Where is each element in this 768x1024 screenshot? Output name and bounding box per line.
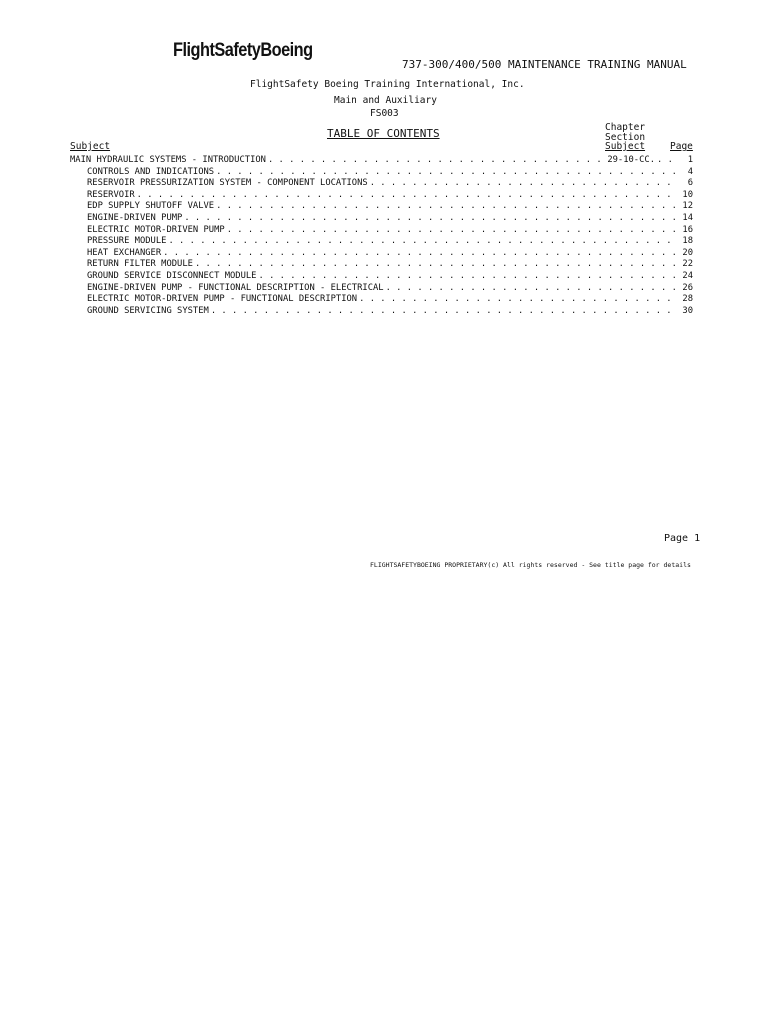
toc-entry-page: 18 [682, 236, 693, 247]
toc-entry-section: 29-10-CC. [607, 155, 655, 165]
toc-leader [258, 271, 677, 283]
toc-leader [137, 190, 677, 202]
toc-entry-subject: ELECTRIC MOTOR-DRIVEN PUMP [87, 224, 225, 235]
document-subtitle: Main and Auxiliary [334, 95, 437, 106]
toc-entry-subject: RETURN FILTER MODULE [87, 259, 193, 270]
page-number: Page 1 [664, 533, 701, 544]
toc-entry-subject: HEAT EXCHANGER [87, 247, 162, 258]
toc-leader [195, 259, 677, 271]
toc-entry-subject: PRESSURE MODULE [87, 236, 167, 247]
toc-entry-page: 16 [682, 224, 693, 235]
proprietary-footer: FLIGHTSAFETYBOEING PROPRIETARY(c) All rights reserved - See title page for details [370, 561, 691, 569]
toc-entry-page: 24 [682, 270, 693, 281]
toc-entry[interactable] [70, 190, 693, 202]
toc-leader [657, 155, 677, 167]
company-logo: FlightSafetyBoeing [173, 40, 313, 61]
toc-entry-subject: ENGINE-DRIVEN PUMP - FUNCTIONAL DESCRIPTION - ELECTRICAL [87, 282, 384, 293]
toc-entry-subject: EDP SUPPLY SHUTOFF VALVE [87, 201, 215, 212]
toc-entry-page: 1 [687, 155, 693, 165]
toc-leader [268, 155, 605, 167]
toc-leader [227, 225, 677, 237]
toc-entry-subject: CONTROLS AND INDICATIONS [87, 166, 215, 177]
toc-entry-page: 14 [682, 212, 693, 223]
toc-entry-subject: ENGINE-DRIVEN PUMP [87, 212, 183, 223]
toc-entry[interactable] [70, 271, 693, 283]
column-header-subject: Subject [70, 141, 111, 152]
toc-entry-subject: MAIN HYDRAULIC SYSTEMS - INTRODUCTION [70, 155, 266, 165]
column-header-chapter-subject: Subject [605, 141, 646, 152]
toc-entry[interactable] [70, 294, 693, 306]
toc-entry-subject: RESERVOIR PRESSURIZATION SYSTEM - COMPONENT LOCATIONS [87, 178, 368, 189]
toc-entry-page: 26 [682, 282, 693, 293]
toc-leader [163, 248, 677, 260]
toc-entry[interactable] [70, 306, 693, 318]
toc-entry[interactable] [70, 167, 693, 179]
toc-leader [211, 306, 677, 318]
manual-title: 737-300/400/500 MAINTENANCE TRAINING MANUAL [402, 58, 687, 71]
toc-entry[interactable] [70, 155, 693, 167]
document-code: FS003 [370, 108, 399, 119]
company-name: FlightSafety Boeing Training International, Inc. [250, 79, 525, 90]
toc-entry-subject: RESERVOIR [87, 189, 135, 200]
toc-entry[interactable] [70, 283, 693, 295]
toc-leader [184, 213, 677, 225]
toc-list [70, 155, 693, 317]
toc-entry-page: 30 [682, 305, 693, 316]
toc-leader [386, 283, 677, 295]
column-header-chapter: Chapter [605, 122, 646, 133]
toc-leader [216, 201, 677, 213]
toc-leader [370, 178, 677, 190]
toc-entry-subject: GROUND SERVICING SYSTEM [87, 305, 209, 316]
toc-entry-subject: GROUND SERVICE DISCONNECT MODULE [87, 270, 257, 281]
toc-entry-page: 20 [682, 247, 693, 258]
toc-entry-page: 12 [682, 201, 693, 212]
toc-entry-page: 6 [687, 178, 693, 189]
toc-entry[interactable] [70, 248, 693, 260]
toc-entry[interactable] [70, 178, 693, 190]
toc-entry-subject: ELECTRIC MOTOR-DRIVEN PUMP - FUNCTIONAL DESCRIPTION [87, 294, 358, 305]
toc-leader [168, 236, 677, 248]
toc-leader [216, 167, 677, 179]
toc-entry[interactable] [70, 236, 693, 248]
toc-entry[interactable] [70, 225, 693, 237]
column-header-page: Page [670, 141, 693, 152]
toc-entry-page: 4 [687, 166, 693, 177]
toc-title: TABLE OF CONTENTS [327, 127, 440, 140]
toc-leader [359, 294, 677, 306]
toc-entry-page: 28 [682, 294, 693, 305]
toc-entry-page: 22 [682, 259, 693, 270]
toc-entry-page: 10 [682, 189, 693, 200]
toc-entry[interactable] [70, 259, 693, 271]
toc-entry[interactable] [70, 213, 693, 225]
column-header-section: Section [605, 132, 646, 143]
toc-entry[interactable] [70, 201, 693, 213]
